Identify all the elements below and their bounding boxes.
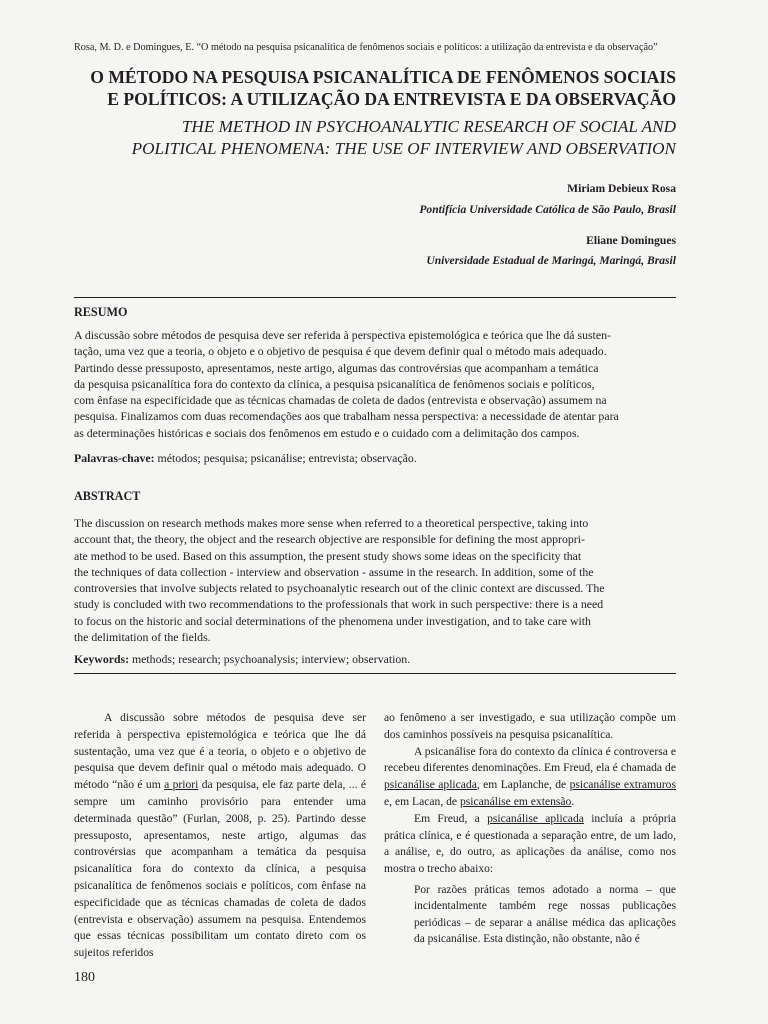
keywords-list: methods; research; psychoanalysis; interview; observation. [129, 652, 411, 666]
text-run: A psicanálise fora do contexto da clínica é controversa e recebeu diferentes denominações. Em Freud, ela é chamada de [384, 744, 676, 775]
body-paragraph [384, 744, 676, 811]
body-paragraph: ao fenômeno a ser investigado, e sua utilização compõe um dos caminhos possíveis na pesquisa psicanalítica. [384, 711, 676, 741]
abstract-line: The discussion on research methods makes more sense when referred to a theoretical perspective, taking into [74, 516, 589, 530]
author-affiliation: Pontifícia Universidade Católica de São Paulo, Brasil [419, 203, 676, 216]
text-run: incluía a própria prática clínica, e é questionada a separação entre, de um lado, a análise, e, do outro, as aplicações da análise, como nos mostra o trecho abaixo: [384, 811, 676, 876]
running-header: Rosa, M. D. e Domingues, E. “O método na pesquisa psicanalítica de fenômenos sociais e políticos: a utilização da entrevista e da observação” [74, 42, 658, 53]
resumo-line: A discussão sobre métodos de pesquisa deve ser referida à perspectiva epistemológica e teórica que lhe dá susten- [74, 328, 611, 342]
abstract-line: account that, the theory, the object and the research objective are responsible for defining the most appropri- [74, 532, 585, 547]
author-name: Eliane Domingues [586, 234, 676, 247]
underlined-term: a priori [164, 778, 199, 792]
underlined-term: psicanálise em extensão [459, 794, 572, 808]
text-run: e, em Lacan, de [384, 794, 460, 808]
text-run: , em Laplanche, de [476, 778, 570, 792]
article-title-english [74, 116, 676, 160]
author-name: Miriam Debieux Rosa [567, 182, 676, 195]
abstract-line: the techniques of data collection - interview and observation - assume in the research. In addition, some of the [74, 564, 594, 579]
body-column-left [74, 710, 366, 962]
keywords-list: métodos; pesquisa; psicanálise; entrevista; observação. [154, 451, 417, 465]
abstract-heading: ABSTRACT [74, 489, 141, 503]
block-quote: Por razões práticas temos adotado a norma – que incidentalmente também rege nossas publicações periódicas – de separar a análise médica das aplicações da psicanálise. Esta distinção, não obstante, não é [414, 883, 676, 946]
text-run: Em Freud, a [414, 811, 488, 825]
keywords-label: Keywords: [74, 652, 130, 666]
article-title-portuguese [74, 66, 676, 110]
resumo-line: tação, uma vez que a teoria, o objeto e o objetivo de pesquisa é que devem definir qual o método mais adequado. [74, 344, 607, 359]
abstract-line: the delimitation of the fields. [74, 630, 211, 645]
underlined-term: psicanálise aplicada [487, 811, 584, 825]
abstract-line: study is concluded with two recommendations to the professionals that work in such perspective: there is a need [74, 597, 604, 612]
underlined-term: psicanálise extramuros [569, 778, 676, 792]
abstract-text [74, 515, 676, 645]
resumo-line: as determinações históricas e sociais dos fenômenos em estudo e o cuidado com a delimitação dos campos. [74, 425, 580, 440]
title-pt-line: O MÉTODO NA PESQUISA PSICANALÍTICA DE FENÔMENOS SOCIAIS [90, 67, 676, 87]
resumo-line: pesquisa. Finalizamos com duas recomendações aos que trabalham nessa perspectiva: a necessidade de atentar para [74, 409, 619, 424]
author-affiliation: Universidade Estadual de Maringá, Maringá, Brasil [426, 254, 676, 267]
text-run: da pesquisa, ele faz parte dela, ... é sempre um caminho provisório para entender uma determinada questão” (Furlan, 2008, p. 25). Partindo desse pressuposto, apresentamos, neste artigo, algumas das controvérsias que acompanham a temática da pesquisa psicanalítica fora do contexto da clínica, a pesquisa psicanalítica de fenômenos sociais e políticos, com ênfase na especificidade que as técnicas chamadas de coleta de dados (entrevista e observação) assumem na pesquisa. Entendemos que essas técnicas possibilitam um contato direto com os sujeitos referidos [74, 778, 367, 960]
divider [74, 673, 676, 674]
resumo-line: com ênfase na especificidade que as técnicas chamadas de coleta de dados (entrevista e observação) assumem na [74, 393, 607, 408]
resumo-text [74, 327, 676, 441]
resumo-heading: RESUMO [74, 305, 128, 319]
page-number: 180 [74, 970, 95, 985]
title-en-line: THE METHOD IN PSYCHOANALYTIC RESEARCH OF SOCIAL AND [181, 117, 676, 136]
text-run: . [571, 794, 575, 808]
body-column-right [384, 710, 676, 948]
abstract-keywords [74, 652, 676, 667]
resumo-keywords [74, 451, 676, 466]
resumo-line: Partindo desse pressuposto, apresentamos, neste artigo, algumas das controvérsias que acompanham a temática [74, 360, 599, 375]
abstract-line: ate method to be used. Based on this assumption, the present study shows some ideas on the specificity that [74, 548, 582, 563]
title-pt-line: E POLÍTICOS: A UTILIZAÇÃO DA ENTREVISTA E DA OBSERVAÇÃO [107, 89, 676, 109]
abstract-line: to focus on the historic and social determinations of the phenomena under investigation, and to take care with [74, 613, 591, 628]
abstract-line: controversies that involve subjects related to psychoanalytic research out of the clinic context are discussed. The [74, 581, 605, 596]
keywords-label: Palavras-chave: [74, 451, 155, 465]
body-paragraph [384, 811, 676, 878]
text-run: A discussão sobre métodos de pesquisa deve ser referida à perspectiva epistemológica e teórica que lhe dá sustentação, uma vez que é a teoria, o objeto e o objetivo de pesquisa que devem definir qual o método mais adequado. O método “não é um [74, 711, 366, 792]
divider [74, 297, 676, 298]
body-paragraph [74, 710, 366, 962]
title-en-line: POLITICAL PHENOMENA: THE USE OF INTERVIEW AND OBSERVATION [131, 139, 676, 158]
underlined-term: psicanálise aplicada [384, 778, 477, 792]
resumo-line: da pesquisa psicanalítica fora do contexto da clínica, a pesquisa psicanalítica de fenômenos sociais e políticos, [74, 376, 595, 391]
